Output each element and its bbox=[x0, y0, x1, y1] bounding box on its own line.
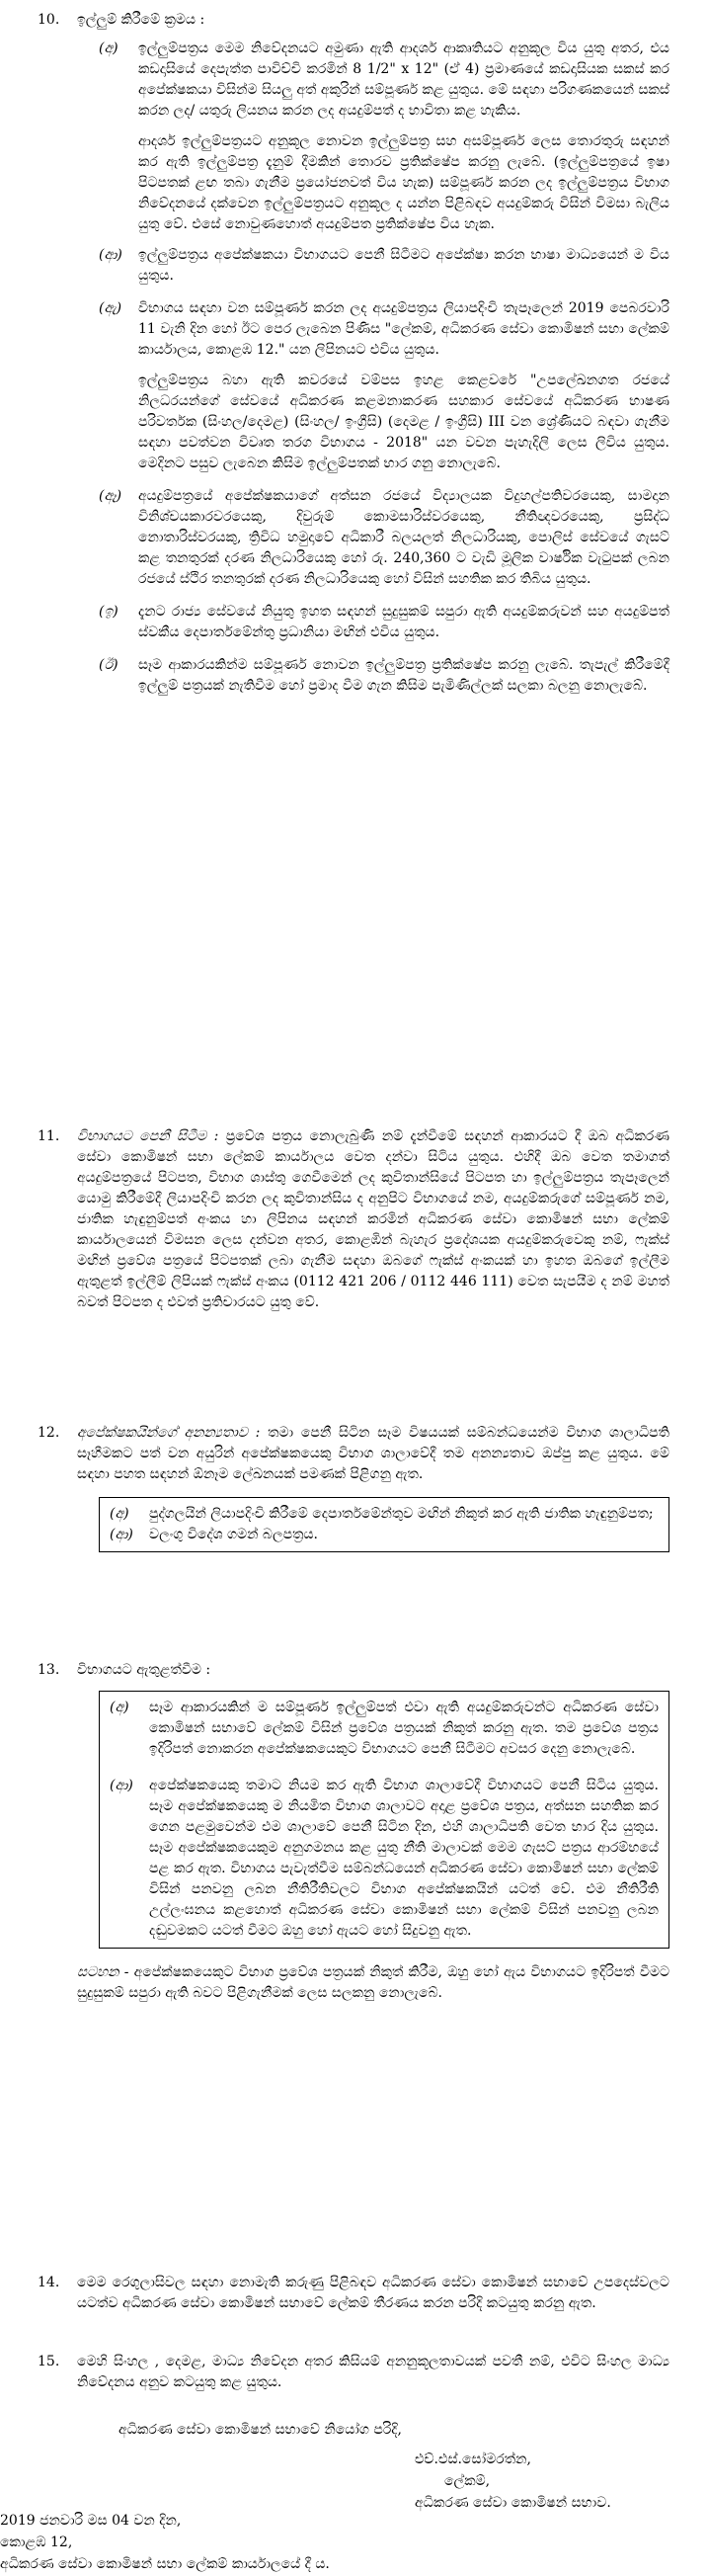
sub-item-f bbox=[77, 655, 669, 697]
section-text: ප්‍රවේශ පත්‍රය නොලැබුණි නම් දැන්වීමේ සඳහන් ආකාරයට දී ඔබ අධිකරණ සේවා කොමිෂන් සභා ලේකම් කාර්යාලය වෙත දන්වා සිටිය යුතුය. එහිදී ඔබ වෙත තමාගත් අයදුම්පත්‍රයේ පිටපත, විභාග ශාස්තු ගෙවීමෙන් ලද කුවිතාන්සියේ පිටපත හා ඉල්ලුම්පත්‍රය තැපෑලෙන් යොමු කිරීමේදී ලියාපදිංචි කරන ලද කුවිතාන්සිය ද අනුපිට විභාගයේ නම, අයදුම්කරුගේ සම්පූර්ණ නම, ජාතික හැඳුනුම්පත් අංකය හා ලිපිනය සඳහන් කරමින් අධිකරණ සේවා කොමිෂන් සභා ලේකම් කාර්යාලයෙන් විමසන ලෙස දන්වන අතර, කොළඹින් බැහැර ප්‍රදේශයක අයදුම්කරුවෙකු නම්, ෆැක්ස් මඟින් ප්‍රවේශ පත්‍රයේ පිටපතක් ලබා ගැනීම සඳහා ඔබගේ ෆැක්ස් අංකයක් හා ඉහත ඔබගේ ඉල්ලීම ඇතුළත් ඉල්ලීම් ලිපියක් ෆැක්ස් අංකය (0112 421 206 / 0112 446 111) වෙත සැපයීම ද නම් මහත් බවත් පිටපත ද එවත් ප්‍රතිචාරයට යුතු වේ. bbox=[77, 1128, 669, 1310]
sub-label: (ආ) bbox=[110, 1527, 133, 1542]
issue-details bbox=[0, 2510, 330, 2575]
section-lead: විභාගයට පෙනී සිටීම : bbox=[77, 1128, 219, 1144]
section-number: 11. bbox=[38, 1128, 60, 1144]
list-item-text: වලංගු විදේශ ගමන් බලපත්‍රය. bbox=[149, 1527, 318, 1542]
paragraph bbox=[77, 1126, 669, 1313]
section-12 bbox=[38, 1423, 669, 1552]
note bbox=[77, 1962, 669, 2004]
section-10 bbox=[38, 10, 669, 697]
sub-item-a bbox=[110, 1698, 659, 1760]
section-number: 14. bbox=[38, 2275, 60, 2290]
id-documents-box bbox=[99, 1497, 669, 1552]
signatory-org: අධිකරණ සේවා කොමිෂන් සභාව. bbox=[415, 2495, 611, 2511]
section-number: 13. bbox=[38, 1662, 60, 1678]
paragraph: ආදර්ශ ඉල්ලුම්පත්‍රයට අනුකූල නොවන ඉල්ලුම්පත්‍ර සහ අසම්පූර්ණ ලෙස තොරතුරු සඳහන් කර ඇති ඉල්ලුම්පත්‍ර දැනුම් දීමකින් තොරව ප්‍රතික්ෂේප කරනු ලැබේ. (ඉල්ලුම්පත්‍රයේ ඉෂා පිටපතක් ළඟ තබා ගැනීම ප්‍රයෝජනවත් විය හැක) සම්පූර්ණ කරන ලද ඉල්ලුම්පත්‍රය විභාග නිවේදනයේ දක්වෙන ඉල්ලුම්පත්‍රයට අනුකූල ද යන්න පිළිබඳව අයදුම්කරු විසින් විමසා බැලිය යුතු වේ. එසේ නොවුණහොත් අයදුම්පත ප්‍රතික්ෂේප විය හැක. bbox=[138, 133, 669, 232]
paragraph: ඉල්ලුම්පත්‍රය බහා ඇති කවරයේ වම්පස ඉහළ කෙළවරේ "උපලේඛනගත රජයේ නිලධරයන්ගේ සේවයේ අධිකරණ කළමනාකරණ සහකාර සේවයේ අධිකරණ භාෂණ පරිවර්තක (සිංහල/දෙමළ) (සිංහල/ ඉංග්‍රීසි) (දෙමළ / ඉංග්‍රීසි) III වන ශ්‍රේණියට බඳවා ගැනීම සඳහා පවත්වන විවෘත තරග විභාගය - 2018" යන වචන පැහැදිලි ලෙස ලිවිය යුතුය. මෙදිනට පසුව ලැබෙන කිසිම ඉල්ලුම්පතක් භාර ගනු නොලැබේ. bbox=[138, 373, 669, 471]
list-item bbox=[110, 1504, 659, 1525]
section-15 bbox=[38, 2352, 669, 2393]
paragraph: දැනට රාජ්‍ය සේවයේ නියුතු ඉහත සඳහන් සුදුසුකම් සපුරා ඇති අයදුම්කරුවන් සහ අයදුම්පත් ස්වකීය දෙපාර්තමේන්තු ප්‍රධානියා මඟින් එවිය යුතුය. bbox=[138, 604, 669, 640]
sub-label: (ඈ) bbox=[99, 488, 122, 504]
sub-item-c bbox=[77, 298, 669, 474]
note-lead: සටහන - bbox=[77, 1964, 129, 1980]
closing-order: අධිකරණ සේවා කොමිෂන් සභාවේ නියෝග පරිදි, bbox=[118, 2422, 402, 2438]
section-number: 10. bbox=[38, 12, 60, 28]
sub-label: (අ) bbox=[110, 1506, 129, 1522]
sub-label: (ආ) bbox=[110, 1778, 133, 1793]
paragraph: සෑම ආකාරයකින්ම සම්පූර්ණ නොවන ඉල්ලුම්පත්‍ර ප්‍රතික්ෂේප කරනු ලැබේ. තැපැල් කිරීමේදී ඉල්ලුම් පත්‍රයක් නැතිවීම හෝ ප්‍රමාද වීම ගැන කිසිම පැමිණිල්ලක් සලකා බලනු නොලැබේ. bbox=[138, 657, 669, 694]
section-lead: අපේක්ෂකයින්ගේ අනන්‍යතාව : bbox=[77, 1425, 261, 1441]
section-13 bbox=[38, 1660, 669, 2004]
paragraph: සෑම ආකාරයකින් ම සම්පූර්ණ ඉල්ලුම්පත් එවා ඇති අයදුම්කරුවන්ට අධිකරණ සේවා කොමිෂන් සභාවේ ලේකම් විසින් ප්‍රවේශ පත්‍රයක් නිකුත් කරනු ඇත. තම ප්‍රවේශ පත්‍රය ඉදිරිපත් නොකරන අපේක්ෂකයෙකුට විභාගයට පෙනී සිටීමට අවසර දෙනු නොලැබේ. bbox=[149, 1700, 659, 1757]
admission-box bbox=[99, 1691, 669, 1949]
list-item bbox=[110, 1525, 659, 1545]
sub-label: (අ) bbox=[99, 41, 118, 56]
sub-item-d bbox=[77, 486, 669, 590]
signatory-block bbox=[415, 2449, 611, 2514]
paragraph: අයදුම්පත්‍රයේ අපේක්ෂකයාගේ අත්සන රජයේ විද්‍යාලයක විදුහල්පතිවරයෙකු, සාමදාන විනිශ්චයකාරවරයෙකු, දිවුරුම් කොමසාරිස්වරයෙකු, නීතිඥවරයෙකු, ප්‍රසිද්ධ නොතාරිස්වරයකු, ත්‍රිවිධ හමුදාවේ අධිකාරී බලයලත් නිලධාරියකු, පොලිස් සේවයේ ගැසට් කළ තනතුරක් දරණ නිලධාරියෙකු හෝ රු. 240,360 ට වැඩි මූලික වාර්ෂික වැටුපක් ලබන රජයේ ස්ථිර තනතුරක් දරණ නිලධාරියෙකු හෝ විසින් සහතික කර තිබිය යුතුය. bbox=[138, 488, 669, 587]
section-11 bbox=[38, 1126, 669, 1313]
sub-label: (ඉ) bbox=[99, 604, 118, 620]
paragraph: ඉල්ලුම්පත්‍රය මෙම නිවේදනයට අමුණා ඇති ආදර්ශ ආකෘතියට අනුකූල විය යුතු අතර, එය කඩදාසියේ දෙපැත්ත පාවිච්චි කරමින් 8 1/2" x 12" (ඒ 4) ප්‍රමාණයේ කඩදාසියක සකස් කර අපේක්ෂකයා විසින්ම සියලු අත් අකුරින් සම්පූර්ණ කළ යුතුය. මේ සඳහා පරිගණකයෙන් සකස් කරන ලද/ යතුරු ලියනය කරන ලද අයදුම්පත් ද භාවිතා කළ හැකිය. bbox=[138, 41, 669, 119]
section-number: 15. bbox=[38, 2354, 60, 2369]
note-text: අපේක්ෂකයෙකුට විභාග ප්‍රවේශ පත්‍රයක් නිකුත් කිරීම, ඔහු හෝ ඇය විභාගයට ඉදිරිපත් වීමට සුදුසුකම් සපුරා ඇති බවට පිළිගැනීමක් ලෙස සලකනු නොලැබේ. bbox=[77, 1964, 670, 2001]
sub-label: (අ) bbox=[110, 1700, 129, 1715]
paragraph: මෙහි සිංහල , දෙමළ, මාධ්‍ය නිවේදන අතර කිසියම් අනනුකූලතාවයක් පවතී නම්, එවිට සිංහල මාධ්‍ය නිවේදනය අනුව කටයුතු කළ යුතුය. bbox=[77, 2354, 669, 2390]
sub-item-b bbox=[77, 245, 669, 287]
sub-label: (ආ) bbox=[99, 247, 122, 263]
signatory-name: එච්.එස්.සෝමරත්න, bbox=[415, 2451, 531, 2467]
issue-date: 2019 ජනවාරි මස 04 වන දින, bbox=[0, 2513, 182, 2529]
sub-item-b bbox=[110, 1776, 659, 1942]
section-title: ඉල්ලුම් කිරීමේ ක්‍රමය : bbox=[77, 12, 205, 28]
sub-item-e bbox=[77, 602, 669, 643]
sub-label: (ඇ) bbox=[99, 300, 122, 316]
paragraph: ඉල්ලුම්පත්‍රය අපේක්ෂකයා විභාගයට පෙනී සිටීමට අපේක්ෂා කරන භාෂා මාධ්‍යයෙන් ම විය යුතුය. bbox=[138, 247, 669, 284]
section-number: 12. bbox=[38, 1425, 60, 1441]
list-item-text: පුද්ගලයින් ලියාපදිංචි කිරීමේ දෙපාර්තමේන්තුව මඟින් නිකුත් කර ඇති ජාතික හැඳුනුම්පත; bbox=[149, 1506, 654, 1522]
sub-label: (ඊ) bbox=[99, 657, 118, 673]
section-title: විභාගයට ඇතුළත්වීම : bbox=[77, 1662, 211, 1678]
issue-city: කොළඹ 12, bbox=[0, 2534, 73, 2550]
paragraph: අපේක්ෂකයෙකු තමාට නියම කර ඇති විභාග ශාලාවේදී විභාගයට පෙනී සිටිය යුතුය. සෑම අපේක්ෂකයෙකු ම නියමිත විභාග ශාලාවට අදාළ ප්‍රවේශ පත්‍රය, අත්සන සහතික කර ගෙන පළමුවෙන්ම එම ශාලාවේ පෙනී සිටින දින, එහි ශාලාධිපති වෙත භාර දිය යුතුය. සෑම අපේක්ෂකයෙකුම අනුගමනය කළ යුතු නීති මාලාවක් මෙම ගැසට් පත්‍රය ආරම්භයේ පළ කර ඇත. විභාගය පැවැත්වීම සම්බන්ධයෙන් අධිකරණ සේවා කොමිෂන් සභා ලේකම් විසින් පනවනු ලබන නීතිරීතිවලට විභාග අපේක්ෂකයින් යටත් වේ. එම නීතිරීති උල්ලංඝනය කළහොත් අධිකරණ සේවා කොමිෂන් සභා ලේකම් විසින් පනවනු ලබන දඬුවමකට යටත් වීමට ඔහු හෝ ඇයට හෝ සිදුවනු ඇත. bbox=[149, 1778, 659, 1939]
signatory-role: ලේකම්, bbox=[444, 2473, 491, 2489]
sub-item-a bbox=[77, 39, 669, 235]
issue-office: අධිකරණ සේවා කොමිෂන් සභා ලේකම් කාර්යාලයේ දී ය. bbox=[0, 2556, 330, 2572]
paragraph bbox=[77, 1423, 669, 1485]
section-14 bbox=[38, 2273, 669, 2314]
paragraph: විභාගය සඳහා වන සම්පූර්ණ කරන ලද අයදුම්පත්‍රය ලියාපදිංචි තැපෑලෙන් 2019 පෙබරවාරි 11 වැනි දින හෝ ඊට පෙර ලැබෙන පිණිස "ලේකම්, අධිකරණ සේවා කොමිෂන් සභා ලේකම් කාර්යාලය, කොළඹ 12." යන ලිපිනයට එවිය යුතුය. bbox=[138, 300, 669, 358]
section-text: තමා පෙනී සිටින සෑම විෂයයක් සම්බන්ධයෙන්ම විභාග ශාලාධිපති සෑහීමකට පත් වන අයුරින් අපේක්ෂකයෙකු විභාග ශාලාවේදී තම අනන්‍යතාව ඔප්පු කළ යුතුය. මේ සඳහා පහත සඳහන් ඕනෑම ලේඛනයක් පමණක් පිළිගනු ඇත. bbox=[77, 1425, 669, 1482]
paragraph: මෙම රෙගුලාසිවල සඳහා නොමැති කරුණු පිළිබඳව අධිකරණ සේවා කොමිෂන් සභාවේ උපදෙස්වලට යටත්ව අධිකරණ සේවා කොමිෂන් සභාවේ ලේකම් තීරණය කරන පරිදි කටයුතු කරනු ඇත. bbox=[77, 2275, 669, 2311]
